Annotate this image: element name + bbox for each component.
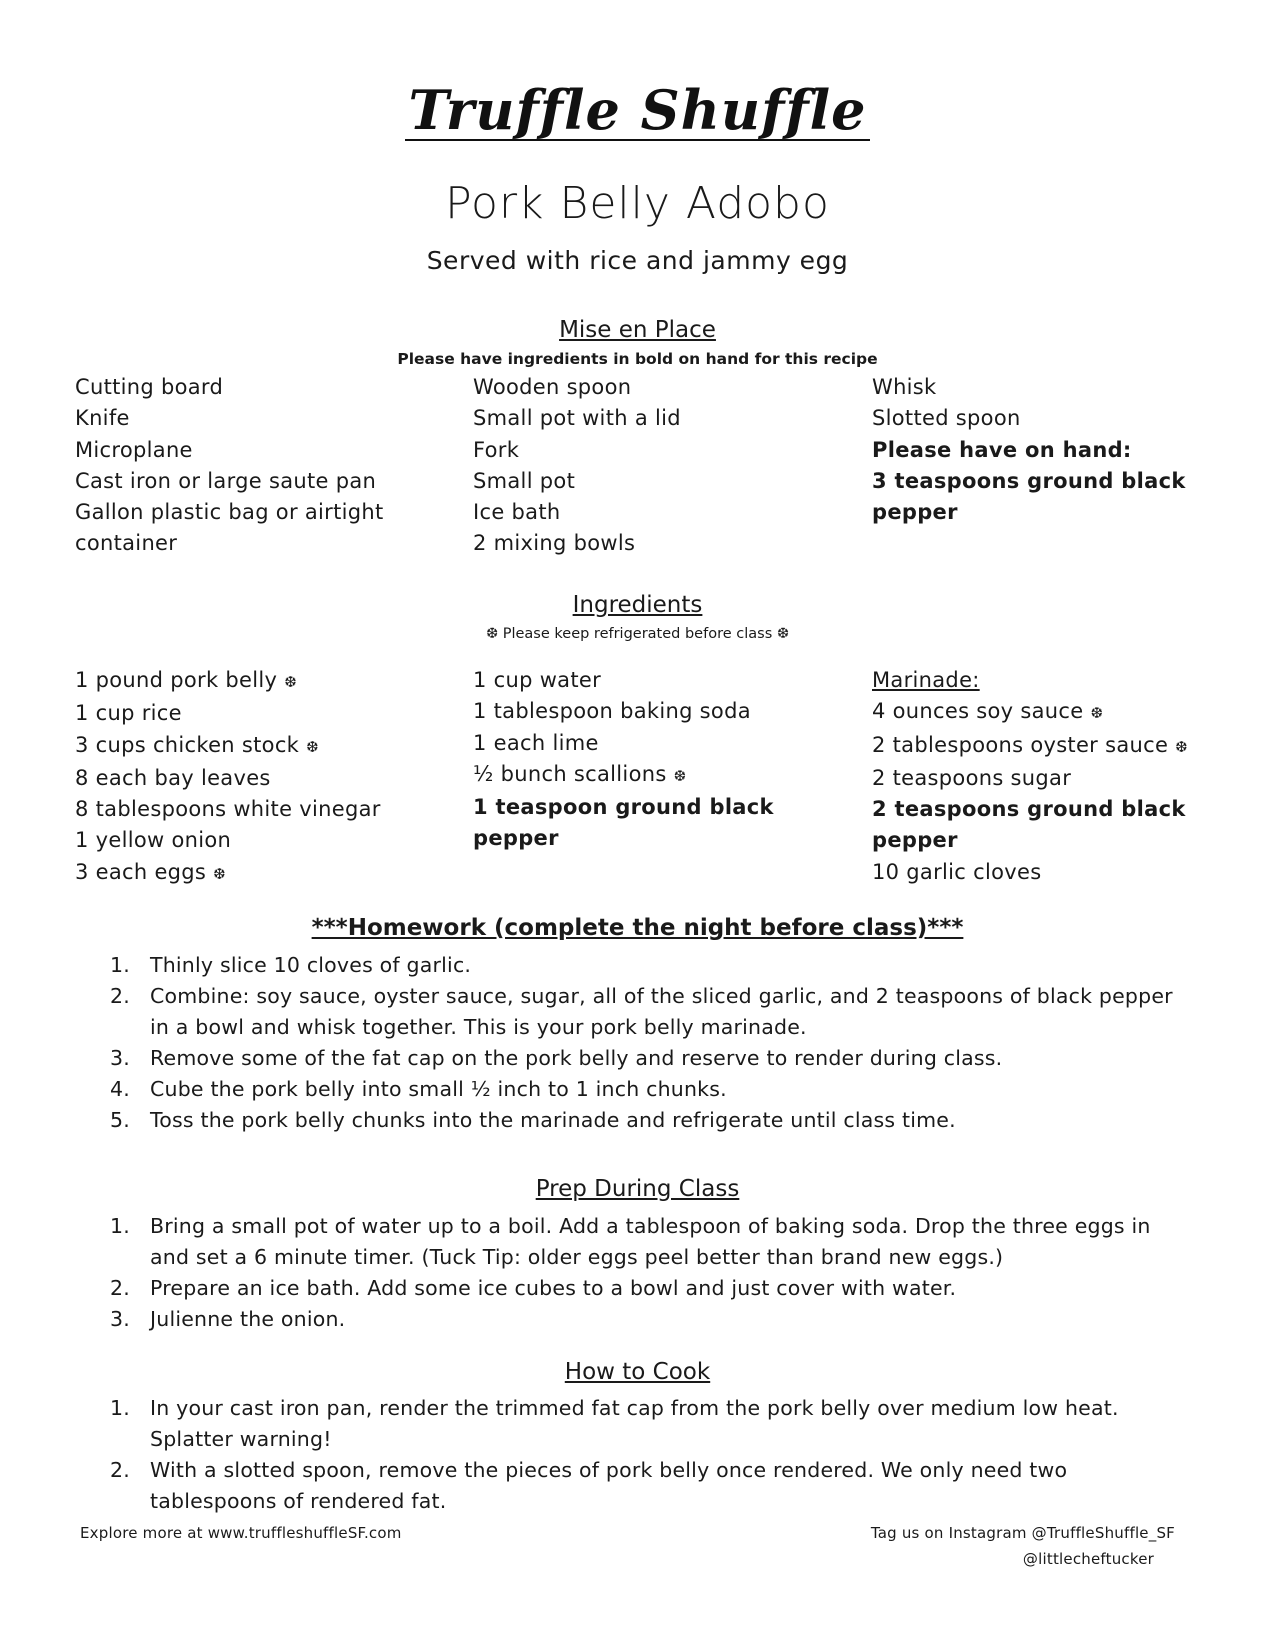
ingredients-column-2 bbox=[473, 665, 833, 855]
marinade-label: Marinade: bbox=[872, 668, 980, 692]
ingredient-item: 1 cup water bbox=[473, 668, 602, 692]
ingredient-item: 3 each eggs ❆ bbox=[75, 859, 227, 884]
website-link[interactable]: Explore more at www.truffleshuffleSF.com bbox=[80, 1524, 402, 1542]
equipment-item: Ice bath bbox=[473, 500, 561, 525]
homework-heading: ***Homework (complete the night before class)*** bbox=[311, 915, 964, 941]
ingredient-item: 1 pound pork belly ❆ bbox=[75, 668, 298, 692]
step-item: 2. With a slotted spoon, remove the pieces of pork belly once rendered. We only need two tablespoons of rendered fat. bbox=[110, 1458, 1068, 1513]
equipment-item: Microplane bbox=[75, 437, 193, 462]
ingredient-item: pepper bbox=[872, 828, 958, 853]
mise-column-3 bbox=[872, 372, 1212, 528]
ingredient-item: 1 tablespoon baking soda bbox=[473, 699, 751, 724]
prep-heading: Prep During Class bbox=[535, 1176, 740, 1202]
ingredient-item: 8 tablespoons white vinegar bbox=[75, 797, 381, 822]
mise-heading: Mise en Place bbox=[559, 317, 716, 343]
recipe-title: Pork Belly Adobo bbox=[445, 178, 830, 229]
snowflake-icon: ❆ bbox=[1175, 737, 1189, 756]
ingredient-item: 8 each bay leaves bbox=[75, 765, 271, 790]
ingredient-item: 1 each lime bbox=[473, 730, 599, 755]
snowflake-icon: ❆ bbox=[306, 737, 319, 756]
equipment-item: Small pot with a lid bbox=[473, 406, 681, 431]
recipe-subtitle: Served with rice and jammy egg bbox=[426, 246, 849, 275]
step-item: 3. Remove some of the fat cap on the pork belly and reserve to render during class. bbox=[110, 1046, 1003, 1070]
step-item: 1. In your cast iron pan, render the trimmed fat cap from the pork belly over medium low heat. Splatter warning! bbox=[110, 1396, 1119, 1451]
mise-note: Please have ingredients in bold on hand for this recipe bbox=[397, 350, 878, 368]
ingredient-item: 3 cups chicken stock ❆ bbox=[75, 732, 319, 757]
equipment-item: Whisk bbox=[872, 375, 937, 399]
on-hand-label: Please have on hand: bbox=[872, 437, 1132, 462]
cook-heading: How to Cook bbox=[564, 1359, 711, 1385]
ingredients-column-1 bbox=[75, 665, 435, 890]
equipment-item: Cutting board bbox=[75, 375, 224, 399]
refrigerate-note: ❆ Please keep refrigerated before class ❆ bbox=[485, 626, 790, 642]
ingredient-item: pepper bbox=[473, 826, 559, 851]
step-item: 1. Thinly slice 10 cloves of garlic. bbox=[110, 953, 472, 977]
ingredient-item: 2 teaspoons sugar bbox=[872, 765, 1072, 790]
ingredient-item: 10 garlic cloves bbox=[872, 859, 1042, 884]
ingredients-column-3 bbox=[872, 665, 1232, 888]
step-item: 1. Bring a small pot of water up to a boil. Add a tablespoon of baking soda. Drop the three eggs in and set a 6 minute timer. (Tuck Tip: older eggs peel better than brand new eggs.) bbox=[110, 1214, 1151, 1269]
equipment-item: Small pot bbox=[473, 468, 576, 493]
equipment-item: Knife bbox=[75, 406, 130, 431]
cook-steps bbox=[110, 1393, 1185, 1517]
mise-column-2 bbox=[473, 372, 813, 560]
prep-steps bbox=[110, 1211, 1185, 1335]
ingredient-item: 4 ounces soy sauce ❆ bbox=[872, 699, 1104, 724]
ingredient-item: 2 teaspoons ground black bbox=[872, 797, 1186, 822]
step-item: 4. Cube the pork belly into small ½ inch to 1 inch chunks. bbox=[110, 1077, 727, 1101]
mise-column-1 bbox=[75, 372, 415, 560]
equipment-item: Fork bbox=[473, 437, 520, 462]
ingredient-item: ½ bunch scallions ❆ bbox=[473, 761, 687, 786]
step-item: 3. Julienne the onion. bbox=[110, 1307, 346, 1331]
step-item: 2. Prepare an ice bath. Add some ice cubes to a bowl and just cover with water. bbox=[110, 1276, 957, 1300]
equipment-item: Cast iron or large saute pan bbox=[75, 468, 377, 493]
ingredients-heading: Ingredients bbox=[572, 592, 703, 618]
instagram-handle[interactable]: @littlecheftucker bbox=[1022, 1550, 1154, 1568]
step-item: 2. Combine: soy sauce, oyster sauce, sugar, all of the sliced garlic, and 2 teaspoons of black pepper in a bowl and whisk together. This is your pork belly marinade. bbox=[110, 984, 1173, 1039]
step-item: 5. Toss the pork belly chunks into the marinade and refrigerate until class time. bbox=[110, 1108, 956, 1132]
homework-steps bbox=[110, 950, 1185, 1136]
brand-logo: Truffle Shuffle bbox=[0, 78, 1275, 142]
equipment-item: Wooden spoon bbox=[473, 375, 632, 399]
instagram-tag[interactable]: Tag us on Instagram @TruffleShuffle_SF bbox=[870, 1524, 1175, 1542]
equipment-item: 2 mixing bowls bbox=[473, 531, 636, 556]
snowflake-icon: ❆ bbox=[213, 864, 227, 883]
equipment-item: container bbox=[75, 531, 178, 556]
on-hand-item: pepper bbox=[872, 500, 958, 525]
on-hand-item: 3 teaspoons ground black bbox=[872, 468, 1186, 493]
ingredient-item: 1 yellow onion bbox=[75, 828, 232, 853]
ingredient-item: 1 teaspoon ground black bbox=[473, 795, 774, 820]
snowflake-icon: ❆ bbox=[1090, 704, 1104, 723]
ingredient-item: 2 tablespoons oyster sauce ❆ bbox=[872, 732, 1189, 757]
ingredient-item: 1 cup rice bbox=[75, 701, 182, 726]
snowflake-icon: ❆ bbox=[284, 673, 298, 691]
equipment-item: Slotted spoon bbox=[872, 406, 1021, 431]
equipment-item: Gallon plastic bag or airtight bbox=[75, 500, 384, 525]
snowflake-icon: ❆ bbox=[673, 766, 687, 785]
